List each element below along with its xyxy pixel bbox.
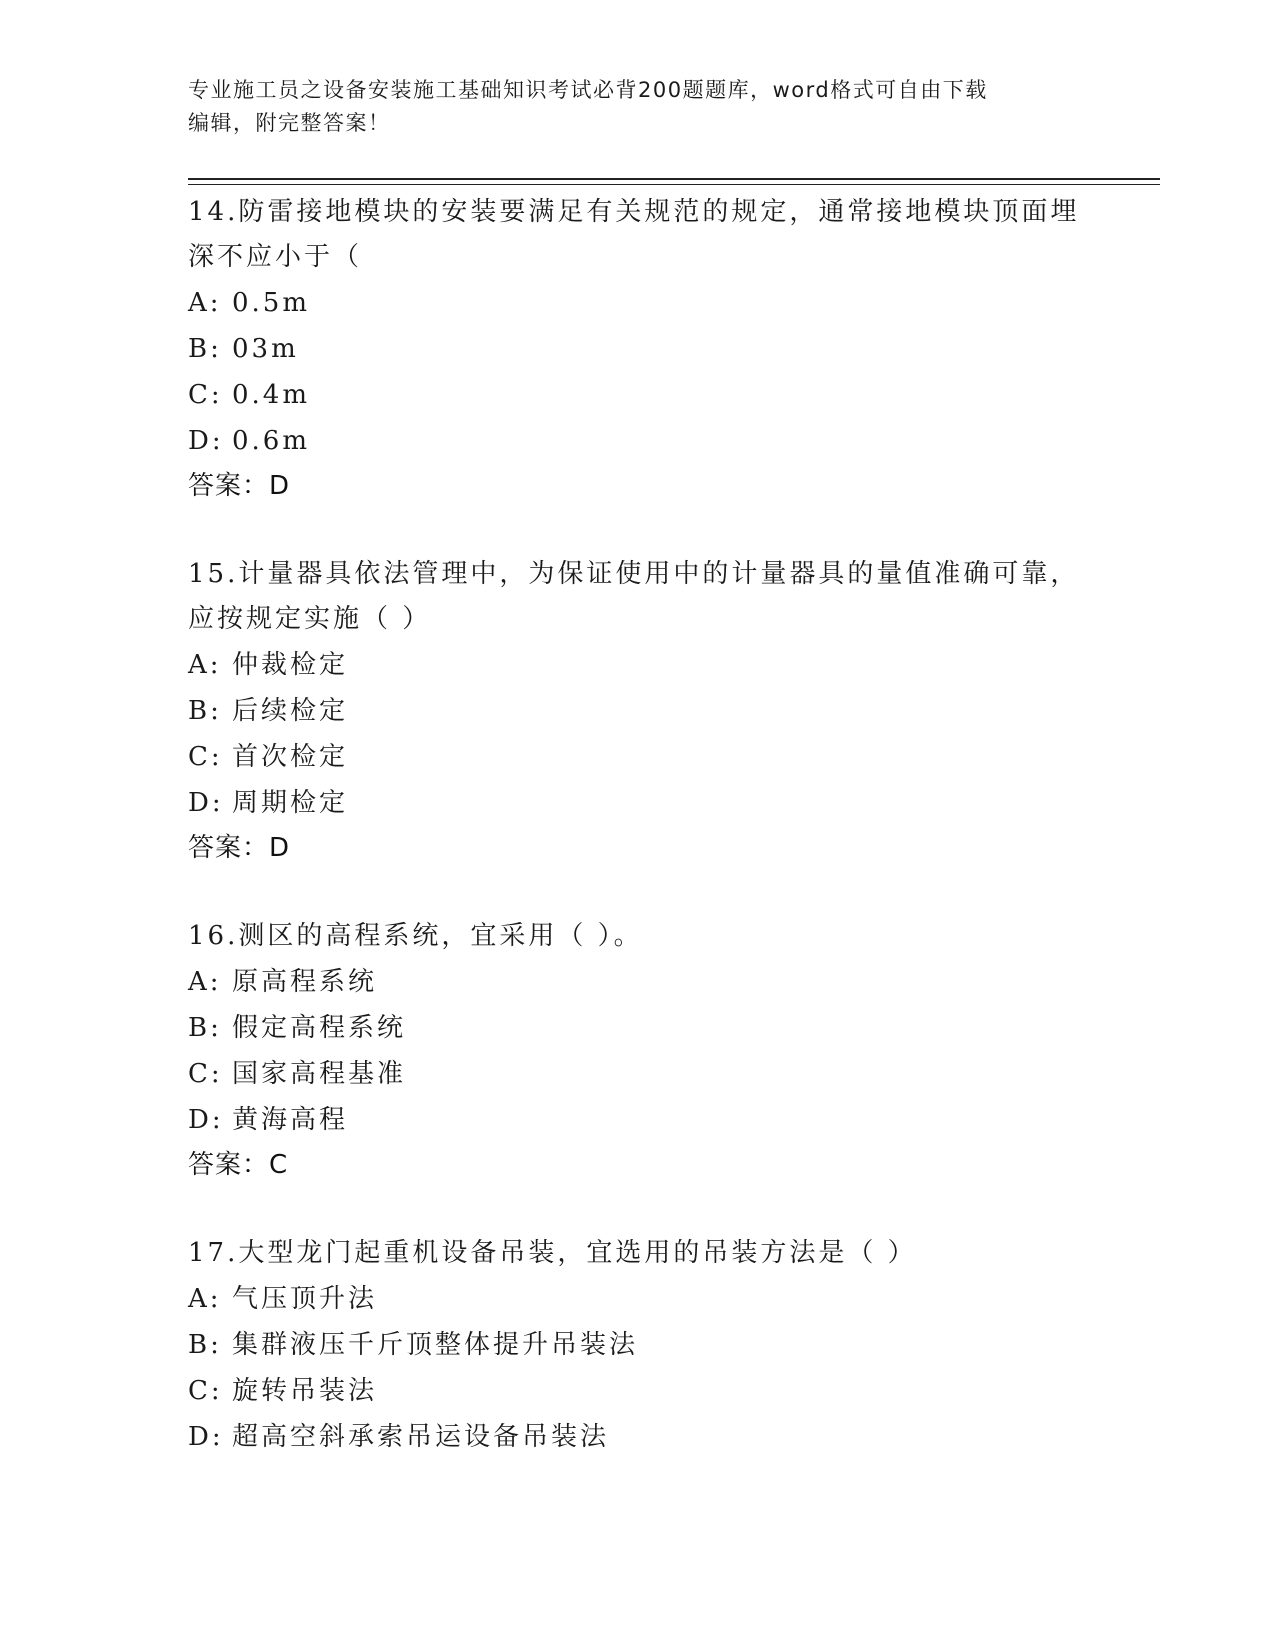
option-text: 黄海高程 — [232, 1105, 349, 1135]
option-c — [188, 1368, 1088, 1414]
option-text: 周期检定 — [232, 788, 349, 818]
option-text: 国家高程基准 — [232, 1059, 407, 1089]
document-header — [188, 74, 1068, 140]
option-b — [188, 688, 1088, 734]
question-15 — [188, 552, 1088, 870]
option-letter: C: — [188, 380, 223, 410]
header-line-1: 专业施工员之设备安装施工基础知识考试必背200题题库，word格式可自由下载 — [188, 78, 988, 102]
option-text: 气压顶升法 — [232, 1284, 378, 1314]
question-stem-line-2: 深不应小于（ — [188, 242, 363, 272]
answer-line: 答案：D — [188, 471, 291, 501]
question-stem-line-2: 应按规定实施（ ） — [188, 604, 432, 634]
option-text: 首次检定 — [232, 742, 349, 772]
option-letter: B: — [188, 1013, 222, 1043]
answer-line: 答案：C — [188, 1150, 289, 1180]
header-divider-thick — [188, 178, 1160, 180]
option-text: 0.4m — [232, 380, 311, 410]
option-text: 后续检定 — [232, 696, 349, 726]
answer-line: 答案：D — [188, 833, 291, 863]
question-stem-line-1: 15.计量器具依法管理中，为保证使用中的计量器具的量值准确可靠， — [188, 559, 1080, 589]
option-a — [188, 1276, 1088, 1322]
option-text: 假定高程系统 — [232, 1013, 407, 1043]
option-d — [188, 780, 1088, 826]
option-c — [188, 1051, 1088, 1097]
option-letter: A: — [188, 1284, 222, 1314]
option-letter: C: — [188, 1376, 223, 1406]
option-text: 集群液压千斤顶整体提升吊装法 — [232, 1330, 639, 1360]
option-letter: D: — [188, 426, 224, 456]
option-text: 旋转吊装法 — [232, 1376, 378, 1406]
header-line-2: 编辑，附完整答案！ — [188, 111, 391, 135]
option-letter: D: — [188, 788, 224, 818]
option-text: 超高空斜承索吊运设备吊装法 — [232, 1422, 610, 1452]
option-b — [188, 1322, 1088, 1368]
question-stem-line-1: 16.测区的高程系统，宜采用（ ）。 — [188, 921, 643, 951]
option-d — [188, 418, 1088, 464]
question-stem-line-1: 14.防雷接地模块的安装要满足有关规范的规定，通常接地模块顶面埋 — [188, 197, 1080, 227]
option-letter: C: — [188, 742, 223, 772]
option-text: 0.6m — [232, 426, 311, 456]
question-list — [188, 190, 1088, 1480]
option-c — [188, 734, 1088, 780]
option-letter: C: — [188, 1059, 223, 1089]
option-letter: D: — [188, 1422, 224, 1452]
option-b — [188, 326, 1088, 372]
option-d — [188, 1414, 1088, 1460]
question-17 — [188, 1231, 1088, 1460]
option-text: 03m — [232, 334, 299, 364]
option-letter: A: — [188, 288, 222, 318]
question-stem-line-1: 17.大型龙门起重机设备吊装，宜选用的吊装方法是（ ） — [188, 1238, 917, 1268]
option-b — [188, 1005, 1088, 1051]
option-text: 原高程系统 — [232, 967, 378, 997]
option-letter: D: — [188, 1105, 224, 1135]
option-a — [188, 280, 1088, 326]
option-a — [188, 642, 1088, 688]
option-letter: A: — [188, 967, 222, 997]
option-a — [188, 959, 1088, 1005]
header-divider-thin — [188, 184, 1160, 185]
option-d — [188, 1097, 1088, 1143]
option-text: 0.5m — [232, 288, 311, 318]
question-16 — [188, 914, 1088, 1187]
question-14 — [188, 190, 1088, 508]
option-letter: A: — [188, 650, 222, 680]
option-letter: B: — [188, 334, 222, 364]
option-c — [188, 372, 1088, 418]
option-text: 仲裁检定 — [232, 650, 349, 680]
option-letter: B: — [188, 1330, 222, 1360]
option-letter: B: — [188, 696, 222, 726]
